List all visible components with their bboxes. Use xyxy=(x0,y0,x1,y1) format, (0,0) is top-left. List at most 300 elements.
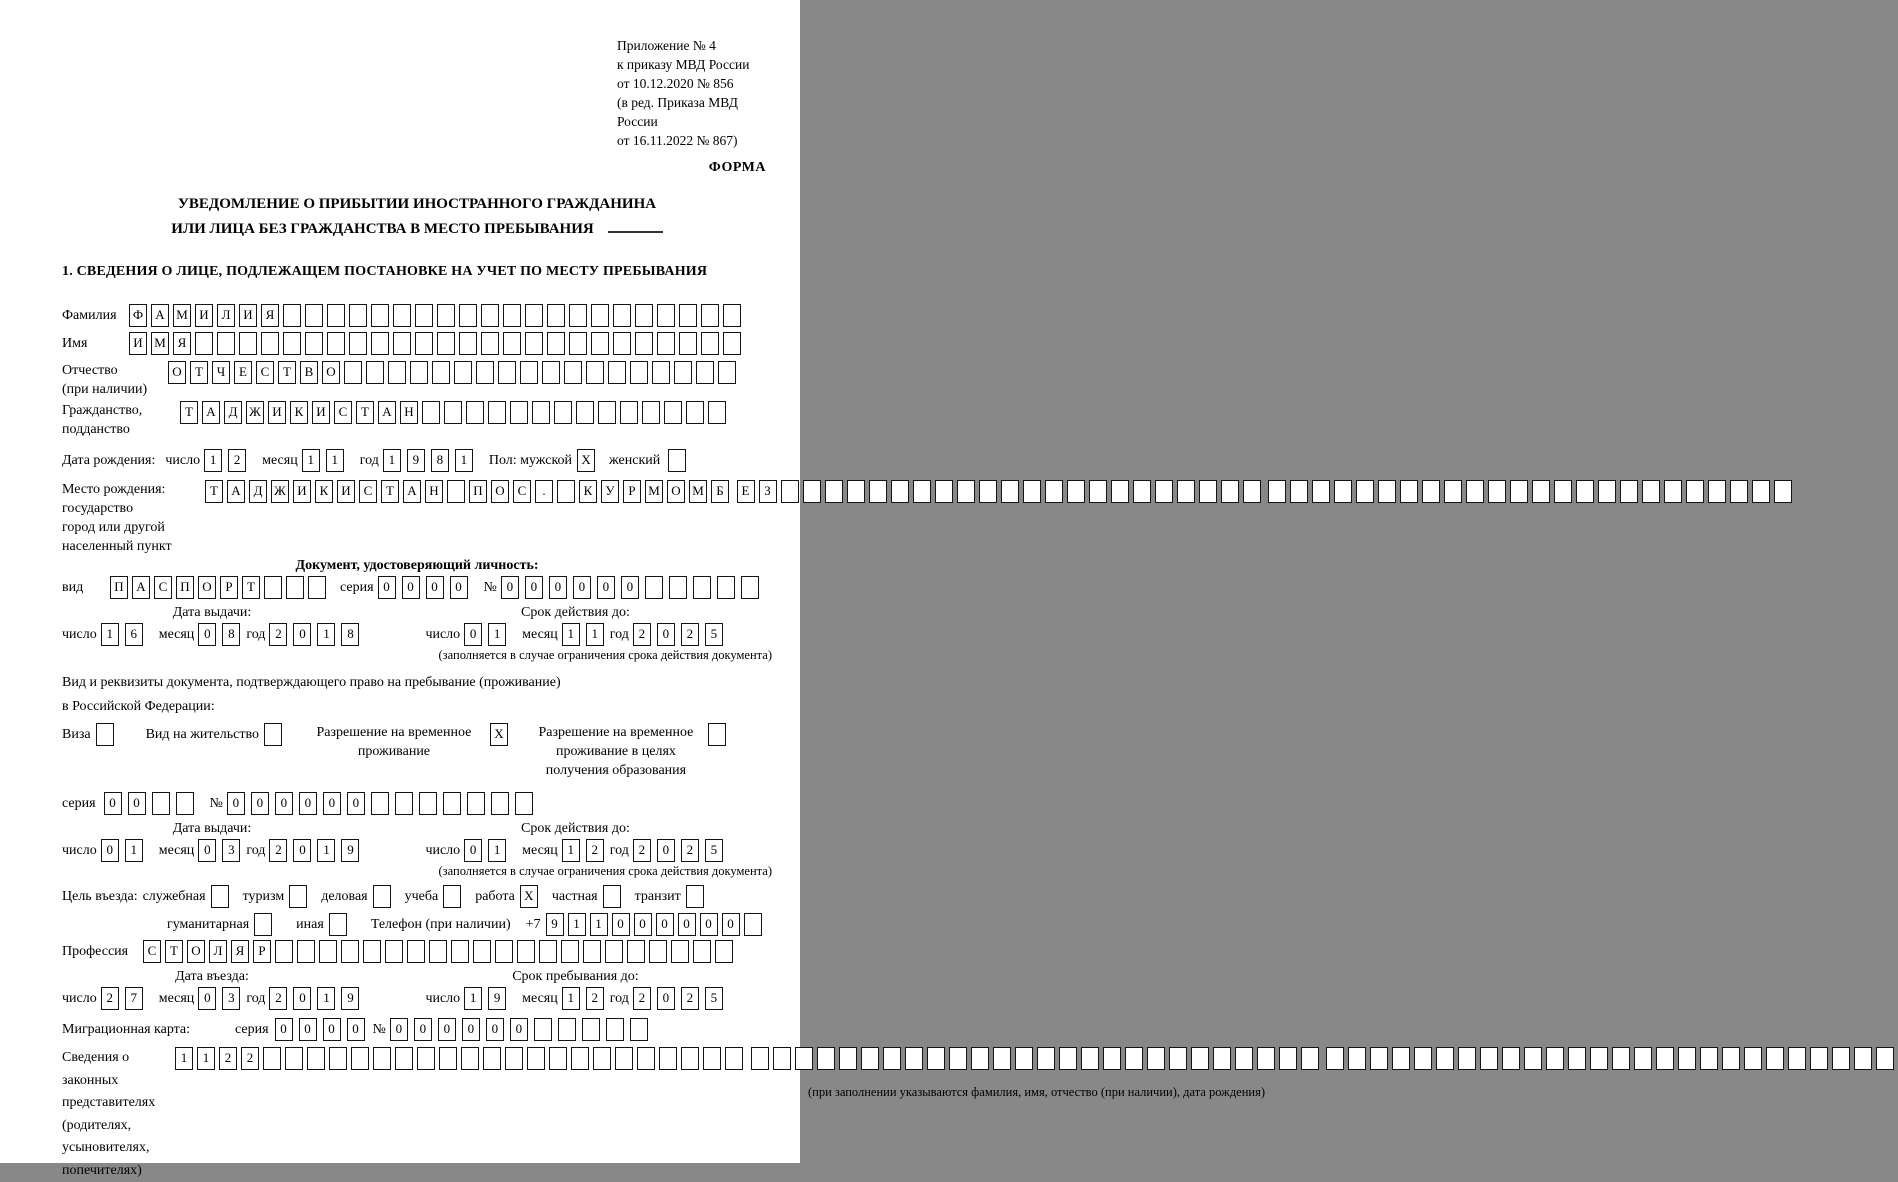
char-box[interactable]: Р xyxy=(220,576,238,599)
char-box[interactable]: Т xyxy=(381,480,399,503)
char-box[interactable]: П xyxy=(176,576,194,599)
char-box[interactable]: 0 xyxy=(128,792,146,815)
char-box[interactable]: 0 xyxy=(198,987,216,1010)
char-box[interactable] xyxy=(503,304,521,327)
char-box[interactable] xyxy=(1268,480,1286,503)
purpose-humanitarian-checkbox[interactable] xyxy=(254,913,272,936)
char-box[interactable] xyxy=(561,940,579,963)
char-box[interactable] xyxy=(525,332,543,355)
char-box[interactable]: П xyxy=(110,576,128,599)
char-box[interactable] xyxy=(491,792,509,815)
char-box[interactable] xyxy=(1774,480,1792,503)
char-box[interactable]: 3 xyxy=(222,839,240,862)
char-box[interactable] xyxy=(488,401,506,424)
char-box[interactable]: С xyxy=(143,940,161,963)
char-box[interactable] xyxy=(1458,1047,1476,1070)
char-box[interactable]: 1 xyxy=(586,623,604,646)
char-box[interactable] xyxy=(591,332,609,355)
char-box[interactable] xyxy=(305,332,323,355)
char-box[interactable] xyxy=(718,361,736,384)
char-box[interactable] xyxy=(723,304,741,327)
char-box[interactable] xyxy=(319,940,337,963)
char-box[interactable] xyxy=(481,304,499,327)
char-box[interactable]: И xyxy=(129,332,147,355)
char-box[interactable]: 0 xyxy=(251,792,269,815)
char-box[interactable] xyxy=(410,361,428,384)
purpose-tourism-checkbox[interactable] xyxy=(289,885,307,908)
char-box[interactable] xyxy=(744,913,762,936)
char-box[interactable] xyxy=(708,401,726,424)
char-box[interactable] xyxy=(1502,1047,1520,1070)
char-box[interactable]: М xyxy=(173,304,191,327)
char-box[interactable] xyxy=(1213,1047,1231,1070)
char-box[interactable] xyxy=(606,1018,624,1041)
char-box[interactable] xyxy=(1177,480,1195,503)
char-box[interactable]: 0 xyxy=(657,839,675,862)
char-box[interactable] xyxy=(483,1047,501,1070)
char-box[interactable] xyxy=(1235,1047,1253,1070)
char-box[interactable] xyxy=(949,1047,967,1070)
char-box[interactable]: 0 xyxy=(299,1018,317,1041)
char-box[interactable] xyxy=(649,940,667,963)
char-box[interactable] xyxy=(979,480,997,503)
char-box[interactable] xyxy=(693,940,711,963)
char-box[interactable]: 3 xyxy=(222,987,240,1010)
char-box[interactable]: А xyxy=(151,304,169,327)
char-box[interactable] xyxy=(630,1018,648,1041)
char-box[interactable] xyxy=(1257,1047,1275,1070)
char-box[interactable]: И xyxy=(293,480,311,503)
char-box[interactable] xyxy=(239,332,257,355)
char-box[interactable] xyxy=(1191,1047,1209,1070)
char-box[interactable] xyxy=(701,332,719,355)
char-box[interactable]: 8 xyxy=(222,623,240,646)
char-box[interactable] xyxy=(1744,1047,1762,1070)
char-box[interactable]: К xyxy=(579,480,597,503)
char-box[interactable] xyxy=(263,1047,281,1070)
char-box[interactable]: М xyxy=(645,480,663,503)
char-box[interactable] xyxy=(693,576,711,599)
char-box[interactable] xyxy=(1414,1047,1432,1070)
char-box[interactable]: К xyxy=(290,401,308,424)
char-box[interactable]: И xyxy=(312,401,330,424)
char-box[interactable] xyxy=(307,1047,325,1070)
char-box[interactable]: 5 xyxy=(705,623,723,646)
char-box[interactable]: А xyxy=(132,576,150,599)
char-box[interactable] xyxy=(642,401,660,424)
char-box[interactable] xyxy=(679,304,697,327)
char-box[interactable] xyxy=(1488,480,1506,503)
char-box[interactable] xyxy=(869,480,887,503)
char-box[interactable] xyxy=(1832,1047,1850,1070)
char-box[interactable]: Н xyxy=(425,480,443,503)
char-box[interactable]: 1 xyxy=(197,1047,215,1070)
char-box[interactable]: 1 xyxy=(590,913,608,936)
char-box[interactable] xyxy=(1642,480,1660,503)
char-box[interactable] xyxy=(525,304,543,327)
char-box[interactable] xyxy=(664,401,682,424)
char-box[interactable] xyxy=(1001,480,1019,503)
purpose-private-checkbox[interactable] xyxy=(603,885,621,908)
char-box[interactable] xyxy=(1590,1047,1608,1070)
char-box[interactable] xyxy=(645,576,663,599)
char-box[interactable] xyxy=(473,940,491,963)
char-box[interactable] xyxy=(1081,1047,1099,1070)
char-box[interactable]: С xyxy=(359,480,377,503)
char-box[interactable] xyxy=(582,1018,600,1041)
char-box[interactable] xyxy=(725,1047,743,1070)
char-box[interactable] xyxy=(371,792,389,815)
char-box[interactable] xyxy=(1312,480,1330,503)
char-box[interactable]: 0 xyxy=(621,576,639,599)
char-box[interactable] xyxy=(1444,480,1462,503)
char-box[interactable]: 9 xyxy=(341,839,359,862)
char-box[interactable]: 7 xyxy=(125,987,143,1010)
char-box[interactable] xyxy=(498,361,516,384)
char-box[interactable] xyxy=(327,332,345,355)
residence-permit-checkbox[interactable] xyxy=(264,723,282,746)
char-box[interactable]: Т xyxy=(205,480,223,503)
char-box[interactable] xyxy=(1554,480,1572,503)
char-box[interactable] xyxy=(717,576,735,599)
char-box[interactable]: М xyxy=(689,480,707,503)
char-box[interactable] xyxy=(363,940,381,963)
char-box[interactable]: А xyxy=(227,480,245,503)
purpose-study-checkbox[interactable] xyxy=(443,885,461,908)
char-box[interactable] xyxy=(586,361,604,384)
char-box[interactable] xyxy=(461,1047,479,1070)
char-box[interactable] xyxy=(1045,480,1063,503)
char-box[interactable] xyxy=(576,401,594,424)
char-box[interactable] xyxy=(549,1047,567,1070)
char-box[interactable]: 2 xyxy=(681,623,699,646)
char-box[interactable] xyxy=(681,1047,699,1070)
char-box[interactable] xyxy=(417,1047,435,1070)
char-box[interactable] xyxy=(432,361,450,384)
char-box[interactable] xyxy=(459,304,477,327)
char-box[interactable]: . xyxy=(535,480,553,503)
char-box[interactable]: 0 xyxy=(198,839,216,862)
char-box[interactable] xyxy=(503,332,521,355)
char-box[interactable]: 1 xyxy=(464,987,482,1010)
char-box[interactable] xyxy=(1334,480,1352,503)
char-box[interactable]: 1 xyxy=(455,449,473,472)
char-box[interactable] xyxy=(630,361,648,384)
char-box[interactable]: Т xyxy=(190,361,208,384)
char-box[interactable]: 2 xyxy=(228,449,246,472)
char-box[interactable] xyxy=(547,304,565,327)
char-box[interactable] xyxy=(344,361,362,384)
char-box[interactable]: 2 xyxy=(633,839,651,862)
char-box[interactable] xyxy=(715,940,733,963)
char-box[interactable]: 0 xyxy=(656,913,674,936)
char-box[interactable] xyxy=(385,940,403,963)
char-box[interactable] xyxy=(1664,480,1682,503)
char-box[interactable] xyxy=(443,792,461,815)
char-box[interactable]: 0 xyxy=(525,576,543,599)
char-box[interactable]: И xyxy=(195,304,213,327)
char-box[interactable] xyxy=(454,361,472,384)
char-box[interactable]: 0 xyxy=(450,576,468,599)
char-box[interactable]: А xyxy=(403,480,421,503)
char-box[interactable]: 2 xyxy=(219,1047,237,1070)
char-box[interactable]: 2 xyxy=(633,987,651,1010)
char-box[interactable] xyxy=(957,480,975,503)
char-box[interactable] xyxy=(447,480,465,503)
char-box[interactable] xyxy=(847,480,865,503)
char-box[interactable] xyxy=(1752,480,1770,503)
char-box[interactable]: 0 xyxy=(414,1018,432,1041)
char-box[interactable]: 2 xyxy=(586,839,604,862)
char-box[interactable]: 0 xyxy=(612,913,630,936)
char-box[interactable]: 0 xyxy=(402,576,420,599)
char-box[interactable] xyxy=(773,1047,791,1070)
char-box[interactable]: 8 xyxy=(341,623,359,646)
char-box[interactable]: И xyxy=(337,480,355,503)
char-box[interactable] xyxy=(341,940,359,963)
char-box[interactable]: 1 xyxy=(317,987,335,1010)
purpose-transit-checkbox[interactable] xyxy=(686,885,704,908)
char-box[interactable] xyxy=(613,332,631,355)
char-box[interactable] xyxy=(349,332,367,355)
visa-checkbox[interactable] xyxy=(96,723,114,746)
char-box[interactable]: 1 xyxy=(488,623,506,646)
char-box[interactable]: Т xyxy=(165,940,183,963)
char-box[interactable]: 0 xyxy=(700,913,718,936)
char-box[interactable] xyxy=(437,304,455,327)
char-box[interactable]: 0 xyxy=(597,576,615,599)
char-box[interactable] xyxy=(547,332,565,355)
char-box[interactable] xyxy=(564,361,582,384)
char-box[interactable] xyxy=(1378,480,1396,503)
char-box[interactable]: 0 xyxy=(462,1018,480,1041)
char-box[interactable]: О xyxy=(322,361,340,384)
char-box[interactable] xyxy=(534,1018,552,1041)
char-box[interactable] xyxy=(217,332,235,355)
char-box[interactable]: 1 xyxy=(562,623,580,646)
char-box[interactable] xyxy=(459,332,477,355)
char-box[interactable]: 0 xyxy=(227,792,245,815)
char-box[interactable]: 0 xyxy=(101,839,119,862)
char-box[interactable] xyxy=(669,576,687,599)
char-box[interactable] xyxy=(422,401,440,424)
char-box[interactable]: 0 xyxy=(293,987,311,1010)
char-box[interactable]: 0 xyxy=(347,1018,365,1041)
char-box[interactable]: 0 xyxy=(657,987,675,1010)
char-box[interactable]: 0 xyxy=(678,913,696,936)
char-box[interactable] xyxy=(1598,480,1616,503)
char-box[interactable] xyxy=(1678,1047,1696,1070)
char-box[interactable]: И xyxy=(268,401,286,424)
char-box[interactable] xyxy=(532,401,550,424)
char-box[interactable] xyxy=(1612,1047,1630,1070)
char-box[interactable] xyxy=(510,401,528,424)
char-box[interactable] xyxy=(861,1047,879,1070)
char-box[interactable] xyxy=(539,940,557,963)
char-box[interactable]: 2 xyxy=(101,987,119,1010)
char-box[interactable] xyxy=(1089,480,1107,503)
char-box[interactable]: 5 xyxy=(705,839,723,862)
char-box[interactable] xyxy=(674,361,692,384)
char-box[interactable] xyxy=(1854,1047,1872,1070)
char-box[interactable]: Я xyxy=(231,940,249,963)
char-box[interactable]: У xyxy=(601,480,619,503)
char-box[interactable] xyxy=(657,304,675,327)
char-box[interactable] xyxy=(395,792,413,815)
char-box[interactable] xyxy=(1436,1047,1454,1070)
char-box[interactable]: 0 xyxy=(104,792,122,815)
char-box[interactable] xyxy=(1620,480,1638,503)
char-box[interactable]: 0 xyxy=(634,913,652,936)
char-box[interactable]: 0 xyxy=(378,576,396,599)
char-box[interactable] xyxy=(696,361,714,384)
char-box[interactable]: П xyxy=(469,480,487,503)
char-box[interactable] xyxy=(437,332,455,355)
char-box[interactable] xyxy=(817,1047,835,1070)
char-box[interactable] xyxy=(388,361,406,384)
char-box[interactable] xyxy=(467,792,485,815)
char-box[interactable]: 1 xyxy=(101,623,119,646)
char-box[interactable] xyxy=(795,1047,813,1070)
char-box[interactable]: О xyxy=(168,361,186,384)
char-box[interactable]: С xyxy=(256,361,274,384)
char-box[interactable]: 1 xyxy=(488,839,506,862)
char-box[interactable] xyxy=(883,1047,901,1070)
char-box[interactable] xyxy=(593,1047,611,1070)
char-box[interactable] xyxy=(1125,1047,1143,1070)
char-box[interactable]: С xyxy=(513,480,531,503)
char-box[interactable]: 1 xyxy=(383,449,401,472)
char-box[interactable] xyxy=(1059,1047,1077,1070)
char-box[interactable] xyxy=(285,1047,303,1070)
char-box[interactable]: 1 xyxy=(125,839,143,862)
char-box[interactable]: 0 xyxy=(293,839,311,862)
char-box[interactable] xyxy=(542,361,560,384)
char-box[interactable] xyxy=(1422,480,1440,503)
char-box[interactable] xyxy=(327,304,345,327)
char-box[interactable] xyxy=(558,1018,576,1041)
char-box[interactable] xyxy=(591,304,609,327)
char-box[interactable]: 2 xyxy=(269,987,287,1010)
char-box[interactable]: Н xyxy=(400,401,418,424)
char-box[interactable] xyxy=(329,1047,347,1070)
char-box[interactable]: 1 xyxy=(175,1047,193,1070)
char-box[interactable]: Т xyxy=(180,401,198,424)
char-box[interactable]: О xyxy=(198,576,216,599)
char-box[interactable] xyxy=(444,401,462,424)
char-box[interactable]: 6 xyxy=(125,623,143,646)
char-box[interactable] xyxy=(517,940,535,963)
char-box[interactable] xyxy=(927,1047,945,1070)
char-box[interactable] xyxy=(1686,480,1704,503)
char-box[interactable] xyxy=(1221,480,1239,503)
char-box[interactable]: 9 xyxy=(546,913,564,936)
char-box[interactable]: Ж xyxy=(271,480,289,503)
char-box[interactable] xyxy=(615,1047,633,1070)
char-box[interactable]: 0 xyxy=(573,576,591,599)
char-box[interactable]: 0 xyxy=(510,1018,528,1041)
char-box[interactable] xyxy=(1788,1047,1806,1070)
char-box[interactable] xyxy=(1301,1047,1319,1070)
char-box[interactable] xyxy=(308,576,326,599)
char-box[interactable] xyxy=(913,480,931,503)
char-box[interactable] xyxy=(703,1047,721,1070)
char-box[interactable] xyxy=(495,940,513,963)
char-box[interactable] xyxy=(1169,1047,1187,1070)
char-box[interactable] xyxy=(1546,1047,1564,1070)
char-box[interactable]: 1 xyxy=(204,449,222,472)
char-box[interactable] xyxy=(305,304,323,327)
char-box[interactable]: З xyxy=(759,480,777,503)
char-box[interactable] xyxy=(1532,480,1550,503)
char-box[interactable] xyxy=(1067,480,1085,503)
char-box[interactable]: 0 xyxy=(464,839,482,862)
char-box[interactable] xyxy=(569,304,587,327)
char-box[interactable]: С xyxy=(334,401,352,424)
char-box[interactable]: 0 xyxy=(275,1018,293,1041)
char-box[interactable]: Е xyxy=(234,361,252,384)
char-box[interactable] xyxy=(1037,1047,1055,1070)
char-box[interactable] xyxy=(1766,1047,1784,1070)
char-box[interactable]: 2 xyxy=(241,1047,259,1070)
char-box[interactable]: 2 xyxy=(586,987,604,1010)
char-box[interactable] xyxy=(1568,1047,1586,1070)
char-box[interactable] xyxy=(415,332,433,355)
char-box[interactable]: Б xyxy=(711,480,729,503)
char-box[interactable] xyxy=(371,332,389,355)
char-box[interactable]: 0 xyxy=(722,913,740,936)
char-box[interactable]: 1 xyxy=(302,449,320,472)
char-box[interactable] xyxy=(583,940,601,963)
male-checkbox[interactable]: X xyxy=(577,449,595,472)
char-box[interactable]: 2 xyxy=(681,839,699,862)
char-box[interactable] xyxy=(637,1047,655,1070)
char-box[interactable]: 0 xyxy=(275,792,293,815)
char-box[interactable]: 0 xyxy=(198,623,216,646)
char-box[interactable] xyxy=(652,361,670,384)
char-box[interactable]: 0 xyxy=(426,576,444,599)
char-box[interactable]: 2 xyxy=(269,623,287,646)
char-box[interactable] xyxy=(351,1047,369,1070)
char-box[interactable] xyxy=(659,1047,677,1070)
char-box[interactable]: 5 xyxy=(705,987,723,1010)
char-box[interactable]: А xyxy=(202,401,220,424)
char-box[interactable]: 0 xyxy=(486,1018,504,1041)
char-box[interactable]: Т xyxy=(242,576,260,599)
char-box[interactable]: 1 xyxy=(568,913,586,936)
char-box[interactable]: Л xyxy=(217,304,235,327)
char-box[interactable]: 0 xyxy=(549,576,567,599)
char-box[interactable] xyxy=(1730,480,1748,503)
temp-residence-checkbox[interactable]: X xyxy=(490,723,508,746)
char-box[interactable]: 1 xyxy=(562,839,580,862)
char-box[interactable]: 8 xyxy=(431,449,449,472)
char-box[interactable] xyxy=(1400,480,1418,503)
char-box[interactable] xyxy=(1510,480,1528,503)
char-box[interactable] xyxy=(825,480,843,503)
char-box[interactable] xyxy=(1155,480,1173,503)
char-box[interactable] xyxy=(515,792,533,815)
char-box[interactable] xyxy=(635,332,653,355)
char-box[interactable]: Т xyxy=(278,361,296,384)
char-box[interactable] xyxy=(1370,1047,1388,1070)
char-box[interactable]: Ф xyxy=(129,304,147,327)
temp-residence-education-checkbox[interactable] xyxy=(708,723,726,746)
char-box[interactable]: Л xyxy=(209,940,227,963)
char-box[interactable] xyxy=(415,304,433,327)
char-box[interactable]: М xyxy=(151,332,169,355)
char-box[interactable] xyxy=(686,401,704,424)
